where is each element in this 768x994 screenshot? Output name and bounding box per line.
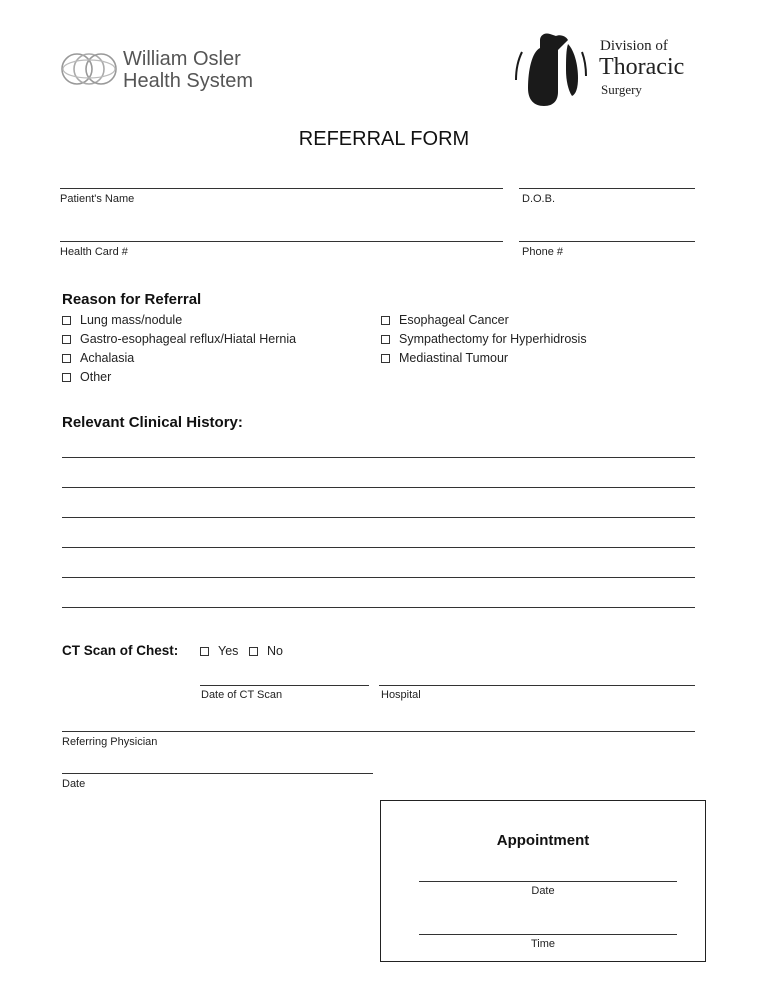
checkbox[interactable]	[200, 647, 209, 656]
patient-name-field[interactable]	[60, 188, 503, 189]
checkbox[interactable]	[62, 335, 71, 344]
option-lung-mass[interactable]	[62, 313, 182, 327]
option-other[interactable]	[62, 370, 111, 384]
checkbox[interactable]	[381, 316, 390, 325]
thoracic-logo-line1: Division of	[600, 38, 668, 54]
thoracic-logo-line3: Surgery	[601, 82, 642, 97]
ct-no-label: No	[267, 644, 283, 658]
ct-yes-option[interactable]	[200, 644, 238, 658]
osler-logo-line1: William Osler	[123, 48, 241, 70]
ct-no-option[interactable]	[249, 644, 283, 658]
checkbox[interactable]	[62, 373, 71, 382]
dob-label: D.O.B.	[522, 193, 556, 205]
option-sympathectomy[interactable]	[381, 332, 587, 346]
option-label: Sympathectomy for Hyperhidrosis	[399, 332, 587, 346]
clinical-history-line[interactable]	[62, 577, 695, 578]
clinical-history-line[interactable]	[62, 457, 695, 458]
appointment-date-field[interactable]	[419, 881, 677, 882]
appointment-date-label: Date	[531, 885, 555, 897]
phone-label: Phone #	[522, 246, 563, 258]
checkbox[interactable]	[62, 316, 71, 325]
appointment-box	[380, 800, 706, 962]
phone-field[interactable]	[519, 241, 695, 242]
option-gerd[interactable]	[62, 332, 296, 346]
hospital-label: Hospital	[381, 689, 421, 701]
ct-date-field[interactable]	[200, 685, 369, 686]
ct-yes-label: Yes	[218, 644, 239, 658]
referral-date-field[interactable]	[62, 773, 373, 774]
clinical-history-line[interactable]	[62, 487, 695, 488]
clinical-history-line[interactable]	[62, 547, 695, 548]
option-achalasia[interactable]	[62, 351, 134, 365]
reason-heading: Reason for Referral	[62, 291, 202, 308]
osler-logo-line2: Health System	[123, 70, 254, 92]
health-card-label: Health Card #	[60, 246, 128, 258]
referral-date-label: Date	[62, 778, 86, 790]
clinical-history-heading: Relevant Clinical History:	[62, 414, 243, 431]
clinical-history-line[interactable]	[62, 607, 695, 608]
osler-logo	[60, 44, 290, 94]
checkbox[interactable]	[249, 647, 258, 656]
option-label: Achalasia	[80, 351, 135, 365]
checkbox[interactable]	[381, 354, 390, 363]
thoracic-logo	[510, 30, 710, 110]
appointment-title: Appointment	[496, 832, 590, 849]
appointment-time-field[interactable]	[419, 934, 677, 935]
clinical-history-line[interactable]	[62, 517, 695, 518]
interlocking-rings-icon	[60, 46, 118, 92]
referring-physician-label: Referring Physician	[62, 736, 158, 748]
checkbox[interactable]	[381, 335, 390, 344]
option-label: Lung mass/nodule	[80, 313, 183, 327]
ct-date-label: Date of CT Scan	[201, 689, 283, 701]
option-label: Gastro-esophageal reflux/Hiatal Hernia	[80, 332, 297, 346]
option-esophageal-cancer[interactable]	[381, 313, 509, 327]
health-card-field[interactable]	[60, 241, 503, 242]
checkbox[interactable]	[62, 354, 71, 363]
thoracic-logo-line2: Thoracic	[599, 54, 685, 80]
ct-scan-label: CT Scan of Chest:	[62, 643, 179, 658]
option-label: Other	[80, 370, 112, 384]
form-title: REFERRAL FORM	[298, 128, 470, 150]
dob-field[interactable]	[519, 188, 695, 189]
hospital-field[interactable]	[379, 685, 695, 686]
option-label: Mediastinal Tumour	[399, 351, 509, 365]
patient-name-label: Patient's Name	[60, 193, 135, 205]
option-label: Esophageal Cancer	[399, 313, 509, 327]
lungs-icon	[510, 30, 590, 108]
appointment-time-label: Time	[530, 938, 556, 950]
option-mediastinal-tumour[interactable]	[381, 351, 508, 365]
referring-physician-field[interactable]	[62, 731, 695, 732]
